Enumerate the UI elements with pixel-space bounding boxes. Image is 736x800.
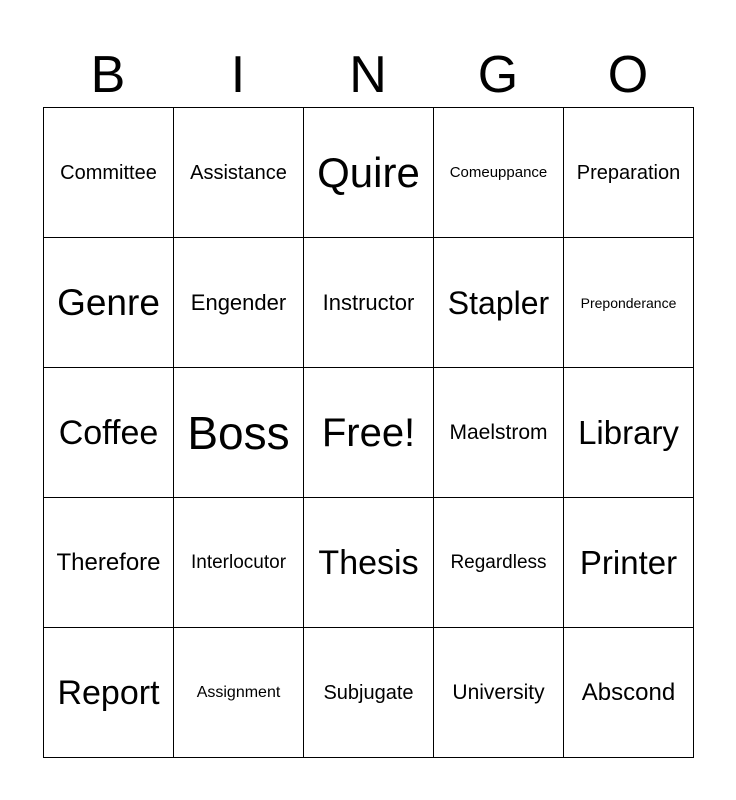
- bingo-cell-r4-c4: Regardless: [434, 498, 564, 628]
- header-letter-b: B: [90, 46, 126, 104]
- bingo-cell-r4-c2: Interlocutor: [174, 498, 304, 628]
- bingo-cell-r1-c5: Preparation: [564, 108, 694, 238]
- bingo-cell-r5-c4: University: [434, 628, 564, 758]
- header-letter-g: G: [477, 46, 519, 104]
- bingo-cell-r1-c1: Committee: [44, 108, 174, 238]
- bingo-cell-r5-c5: Abscond: [564, 628, 694, 758]
- bingo-cell-r5-c1: Report: [44, 628, 174, 758]
- bingo-header: [43, 44, 693, 106]
- bingo-cell-r1-c3: Quire: [304, 108, 434, 238]
- bingo-cell-r1-c2: Assistance: [174, 108, 304, 238]
- bingo-cell-r2-c2: Engender: [174, 238, 304, 368]
- bingo-cell-r3-c1: Coffee: [44, 368, 174, 498]
- bingo-cell-r4-c5: Printer: [564, 498, 694, 628]
- bingo-cell-r5-c3: Subjugate: [304, 628, 434, 758]
- header-letter-n: N: [349, 46, 387, 104]
- bingo-cell-r3-c2: Boss: [174, 368, 304, 498]
- bingo-cell-r4-c1: Therefore: [44, 498, 174, 628]
- bingo-cell-r3-c4: Maelstrom: [434, 368, 564, 498]
- bingo-cell-r5-c2: Assignment: [174, 628, 304, 758]
- bingo-cell-r4-c3: Thesis: [304, 498, 434, 628]
- header-letter-i: I: [230, 46, 246, 104]
- bingo-cell-r2-c4: Stapler: [434, 238, 564, 368]
- free-space-cell: Free!: [304, 368, 434, 498]
- bingo-cell-r2-c1: Genre: [44, 238, 174, 368]
- bingo-cell-r3-c5: Library: [564, 368, 694, 498]
- bingo-cell-r2-c3: Instructor: [304, 238, 434, 368]
- bingo-board: [43, 107, 694, 758]
- header-letter-o: O: [607, 46, 649, 104]
- bingo-cell-r1-c4: Comeuppance: [434, 108, 564, 238]
- bingo-cell-r2-c5: Preponderance: [564, 238, 694, 368]
